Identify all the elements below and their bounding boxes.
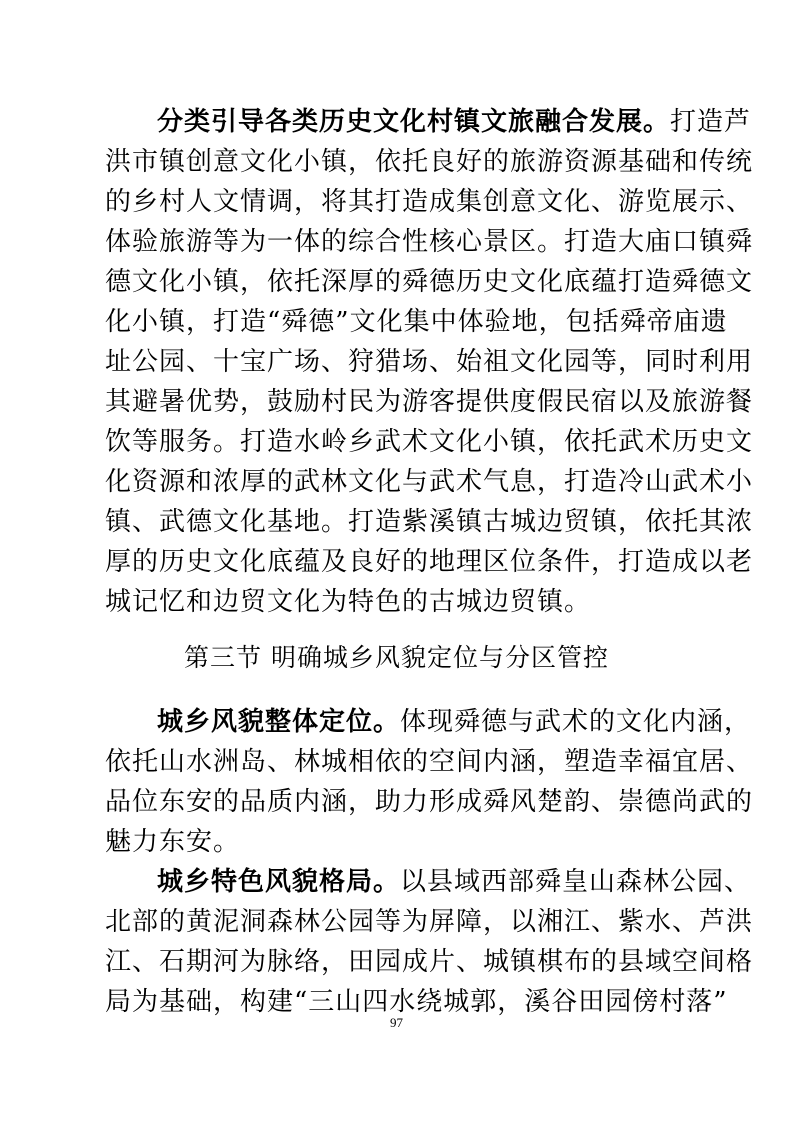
paragraph-line: 化小镇，打造“舜德”文化集中体验地，包括舜帝庙遗 <box>105 307 728 337</box>
paragraph-feature-pattern <box>105 862 754 1022</box>
paragraph-line: 局为基础，构建“三山四水绕城郭，溪谷田园傍村落” <box>105 987 728 1017</box>
paragraph-line: 的乡村人文情调，将其打造成集创意文化、游览展示、 <box>105 187 754 217</box>
paragraph-line <box>105 702 752 742</box>
paragraph-text: 以县域西部舜皇山森林公园、 <box>400 867 752 897</box>
paragraph-line: 址公园、十宝广场、狩猎场、始祖文化园等，同时利用 <box>105 347 754 377</box>
paragraph-line: 厚的历史文化底蕴及良好的地理区位条件，打造成以老 <box>105 547 754 577</box>
paragraph-text: 体现舜德与武术的文化内涵， <box>400 707 752 737</box>
paragraph-line: 洪市镇创意文化小镇，依托良好的旅游资源基础和传统 <box>105 147 754 177</box>
paragraph-line: 饮等服务。打造水岭乡武术文化小镇，依托武术历史文 <box>105 427 754 457</box>
paragraph-line: 江、石期河为脉络，田园成片、城镇棋布的县域空间格 <box>105 947 754 977</box>
paragraph-text: 打造芦 <box>670 107 752 137</box>
paragraph-line: 依托山水洲岛、林城相依的空间内涵，塑造幸福宜居、 <box>105 747 754 777</box>
paragraph-line: 体验旅游等为一体的综合性核心景区。打造大庙口镇舜 <box>105 227 754 257</box>
page-number: 97 <box>390 1015 403 1030</box>
paragraph-overall-positioning <box>105 702 754 862</box>
paragraph-line: 北部的黄泥洞森林公园等为屏障，以湘江、紫水、芦洪 <box>105 907 754 937</box>
paragraph-line <box>105 862 752 902</box>
paragraph-line <box>105 102 752 142</box>
paragraph-cultural-tourism <box>105 102 754 622</box>
paragraph-lead-heading: 分类引导各类历史文化村镇文旅融合发展。 <box>157 107 671 137</box>
paragraph-line: 品位东安的品质内涵，助力形成舜风楚韵、崇德尚武的 <box>105 787 754 817</box>
paragraph-line: 其避暑优势，鼓励村民为游客提供度假民宿以及旅游餐 <box>105 387 754 417</box>
paragraph-line: 城记忆和边贸文化为特色的古城边贸镇。 <box>105 587 592 617</box>
paragraph-line: 德文化小镇，依托深厚的舜德历史文化底蕴打造舜德文 <box>105 267 754 297</box>
section-heading: 第三节 明确城乡风貌定位与分区管控 <box>184 643 609 672</box>
paragraph-line: 魅力东安。 <box>105 827 241 857</box>
paragraph-line: 化资源和浓厚的武林文化与武术气息，打造冷山武术小 <box>105 467 754 497</box>
paragraph-line: 镇、武德文化基地。打造紫溪镇古城边贸镇，依托其浓 <box>105 507 754 537</box>
paragraph-lead-heading: 城乡风貌整体定位。 <box>157 707 401 737</box>
paragraph-lead-heading: 城乡特色风貌格局。 <box>157 867 401 897</box>
